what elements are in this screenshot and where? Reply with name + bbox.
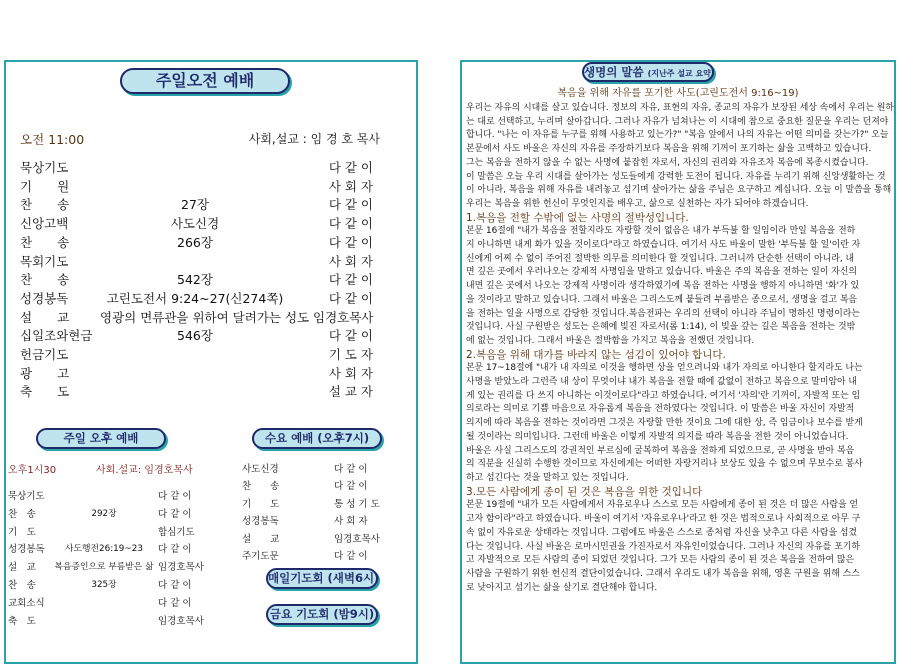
morning-order-detail: 고린도전서 9:24~27(신274쪽) xyxy=(106,290,284,306)
sermon-heading: 1.복음을 전할 수밖에 없는 사명의 절박성입니다. xyxy=(466,211,689,224)
morning-order-item: 신앙고백 xyxy=(20,216,69,232)
morning-order-item: 광 고 xyxy=(20,365,70,381)
afternoon-order-item: 기 도 xyxy=(8,526,36,538)
afternoon-order-item: 찬 송 xyxy=(8,580,36,591)
sermon-line: 될 것이라는 의미입니다. 그런데 바울은 이렇게 자발적 의지를 따라 복음을 전한 것이 아니었습니다. xyxy=(466,431,849,442)
wednesday-order-item: 사도신경 xyxy=(242,464,279,475)
morning-order-item: 찬 송 xyxy=(20,272,70,288)
morning-order-item: 십일조와현금 xyxy=(20,328,93,344)
morning-order-detail: 27장 xyxy=(181,197,209,213)
afternoon-service-title: 주일 오후 예배 xyxy=(36,428,166,449)
sermon-line: 본문에서 사도 바울은 자신의 자유를 주장하기보다 복음을 위해 기꺼이 포기하는 삶을 고백하고 있습니다. xyxy=(466,144,872,155)
afternoon-order-person: 임경호목사 xyxy=(158,615,204,627)
wednesday-order-person: 다 같 이 xyxy=(334,481,368,493)
sermon-line: 신에게 어찌 수 없이 주어진 절박한 의무를 의미한다 할 것입니다. 그러니까 단순한 선택이 아니라, 내 xyxy=(466,253,855,264)
dawn-prayer-title: 매일기도회 (새벽6시) xyxy=(266,568,378,589)
sermon-line: 에 없는 것입니다. 그래서 바울은 절박함을 가지고 복음을 전했던 것입니다. xyxy=(466,335,755,346)
sermon-line: 우리는 복음을 위한 헌신이 무엇인지를 배우고, 삶으로 실천하는 자가 되어야 하겠습니다. xyxy=(466,198,809,209)
afternoon-order-person: 합심기도 xyxy=(158,526,195,538)
sermon-line: 것입니다. 사실 구원받은 성도는 은혜에 빚진 자로서(롬 1:14), 이 빚을 갚는 길은 복음을 전하는 것밖 xyxy=(466,322,856,333)
morning-order-item: 설 교 xyxy=(20,309,70,325)
sermon-line: 다는 것입니다. 사실 바울은 로마시민권을 가진자로서 자유인이었습니다. 그러나 자신의 자유를 포기하 xyxy=(466,541,860,552)
afternoon-order-item: 묵상기도 xyxy=(8,491,45,502)
morning-service-title: 주일오전 예배 xyxy=(120,68,290,94)
afternoon-order-detail: 사도행전26:19~23 xyxy=(65,544,143,555)
sermon-line: 의로라는 의미로 기쁨 마음으로 자유롭게 복음을 전하였다는 것입니다. 이 말씀은 바울 자신이 자발적 xyxy=(466,404,855,415)
wednesday-service-title: 수요 예배 (오후7시) xyxy=(252,428,382,449)
morning-service-time: 오전 11:00 xyxy=(20,132,85,147)
morning-order-person: 다 같 이 xyxy=(328,197,373,213)
sermon-line: 게 있는 권리를 다 쓰지 아니하는 이것이로다"라고 하였습니다. 여기서 '자의'란 기꺼이, 자발적 또는 임 xyxy=(466,390,861,401)
sermon-line: 속 없이 자유로운 상태라는 것입니다. 그럼에도 바울은 스스로 종처럼 자신을 낮추고 다른 사람을 섬겼 xyxy=(466,527,857,538)
sermon-line: 로 낮아지고 섬기는 삶을 살기로 결단해야 합니다. xyxy=(466,582,658,593)
morning-order-detail: 542장 xyxy=(177,272,213,288)
sermon-line: 합니다. "나는 이 자유를 누구를 위해 사용하고 있는가?" "복음 앞에서 나의 자유는 어떤 의미를 갖는가?" 오늘 xyxy=(466,130,889,141)
sermon-line: 이 아니라, 복음을 위해 자유를 내려놓고 섬기며 살아가는 삶을 주님은 요구하고 계십니다. 오늘 이 말씀을 통해 xyxy=(466,185,892,196)
wednesday-order-item: 기 도 xyxy=(242,498,280,510)
sermon-line: 본문 16절에 "내가 복음을 전할지라도 자랑할 것이 없음은 내가 부득불 할 일임이라 만일 복음을 전하 xyxy=(466,226,856,237)
morning-order-person: 다 같 이 xyxy=(328,272,373,288)
afternoon-order-item: 성경봉독 xyxy=(8,544,45,556)
morning-order-person: 사 회 자 xyxy=(328,365,373,381)
morning-order-person: 다 같 이 xyxy=(328,328,373,344)
afternoon-order-person: 다 같 이 xyxy=(158,508,192,520)
morning-order-detail: 영광의 면류관을 위하여 달려가는 성도 xyxy=(100,309,310,325)
wednesday-order-item: 주기도문 xyxy=(242,551,279,562)
afternoon-order-detail: 복음증인으로 부름받은 삶 xyxy=(54,562,154,573)
morning-order-person: 다 같 이 xyxy=(328,216,373,232)
afternoon-order-item: 교회소식 xyxy=(8,597,45,609)
morning-order-person: 사 회 자 xyxy=(328,178,373,194)
sermon-line: 지 아니하면 내게 화가 있을 것이로다"라고 하였습니다. 여기서 사도 바울이 말한 '부득불 할 일'이란 자 xyxy=(466,240,861,251)
sermon-line: 을 것이라고 말하고 있습니다. 그래서 바울은 그리스도께 붙들려 부름받은 종으로서, 생명을 걸고 복음 xyxy=(466,294,857,305)
wednesday-order-person: 임경호목사 xyxy=(334,533,380,545)
afternoon-order-item: 설 교 xyxy=(8,562,36,574)
sermon-line: 내면 깊은 곳에서 나오는 강제적 사명이라 생각하였기에 복음 전하는 사명을 행하지 아니하면 '화'가 있 xyxy=(466,281,860,292)
sermon-line: 의지에 따라 복음을 전하는 것이라면 그것은 자랑할 만한 것이요 그에 대한 상, 즉 임금이나 보수를 받게 xyxy=(466,418,863,429)
wednesday-order-person: 다 같 이 xyxy=(334,464,368,475)
afternoon-order-person: 다 같 이 xyxy=(158,544,192,556)
friday-prayer-title: 금요 기도회 (밤9시) xyxy=(266,604,378,625)
wednesday-order-person: 사 회 자 xyxy=(334,516,368,528)
wednesday-order-item: 설 교 xyxy=(242,533,280,545)
afternoon-order-item: 축 도 xyxy=(8,615,36,627)
afternoon-service-leader: 사회.설교: 임경호목사 xyxy=(96,465,193,476)
sermon-line: 고 자발적으로 모든 사람의 종이 되었던 것입니다. 그가 모든 사람의 종이 된 것은 복음을 전하여 많은 xyxy=(466,555,855,566)
morning-order-item: 기 원 xyxy=(20,178,70,194)
wednesday-order-person: 다 같 이 xyxy=(334,551,368,562)
sermon-line: 는 대로 선택하고, 누리며 살아갑니다. 그러나 자유가 넘쳐나는 이 시대에 참으로 중요한 질문을 우리는 던져야 xyxy=(466,116,889,127)
afternoon-order-detail: 325장 xyxy=(91,580,117,590)
afternoon-order-person: 다 같 이 xyxy=(158,580,192,591)
morning-service-leader: 사회,설교 : 임 경 호 목사 xyxy=(248,132,380,146)
afternoon-order-person: 다 같 이 xyxy=(158,491,192,502)
morning-order-item: 성경봉독 xyxy=(20,290,69,306)
sermon-title: 생명의 말씀 (지난주 설교 요약) xyxy=(582,62,714,82)
sermon-line: 그는 복음을 전하지 않을 수 없는 사명에 붙잡힌 자로서, 자신의 권리와 자유조차 복음에 복종시켰습니다. xyxy=(466,157,869,168)
wednesday-order-item: 찬 송 xyxy=(242,481,280,493)
afternoon-order-item: 찬 송 xyxy=(8,508,36,520)
morning-order-person: 기 도 자 xyxy=(328,347,373,362)
morning-order-item: 목회기도 xyxy=(20,253,69,269)
wednesday-order-person: 통 성 기 도 xyxy=(334,498,380,510)
sermon-subtitle: 복음을 위해 자유를 포기한 사도(고린도전서 9:16~19) xyxy=(557,88,799,99)
sermon-line: 의 직분을 신실히 수행한 것이므로 자신에게는 어떠한 자랑거리나 보상도 있을 수 없으며 무보수로 봉사 xyxy=(466,459,863,470)
wednesday-order-item: 성경봉독 xyxy=(242,516,279,528)
morning-order-item: 헌금기도 xyxy=(20,347,69,362)
sermon-line: 하고 섬긴다는 것을 말하고 있는 것입니다. xyxy=(466,472,629,483)
sermon-line: 고자 함이라"라고 하였습니다. 바울이 여기서 '자유로우나'라고 한 것은 법적으로나 사회적으로 아무 구 xyxy=(466,514,861,525)
morning-order-person: 다 같 이 xyxy=(328,160,373,175)
afternoon-order-detail: 292장 xyxy=(91,508,117,519)
sermon-line: 사명을 받았노라 그런즉 내 상이 무엇이냐 내가 복음을 전할 때에 값없이 전하고 복음으로 말미암아 내 xyxy=(466,377,857,388)
sermon-line: 바울은 사실 그리스도의 강권적인 부르심에 굴복하여 복음을 전하게 되었으므로, 곧 사명을 받아 복음 xyxy=(466,445,855,456)
sermon-heading: 2.복음을 위해 대가를 바라지 않는 섬김이 있어야 합니다. xyxy=(466,348,726,361)
sermon-heading: 3.모든 사람에게 종이 된 것은 복음을 위한 것입니다 xyxy=(466,485,703,498)
morning-order-person: 임경호목사 xyxy=(313,309,374,325)
sermon-line: 면 깊은 곳에서 우러나오는 강제적 사명임을 말하고 있습니다. 바울은 주의 복음을 전하는 일이 자신의 xyxy=(466,267,857,278)
sermon-line: 본문 17~18절에 "내가 내 자의로 이것을 행하면 상을 얻으려니와 내가 자의로 아니한다 할지라도 나는 xyxy=(466,363,863,374)
afternoon-service-time: 오후1시30 xyxy=(8,465,57,476)
sermon-line: 본문 19절에 "내가 모든 사람에게서 자유로우나 스스로 모든 사람에게 종이 된 것은 더 많은 사람을 얻 xyxy=(466,500,859,511)
morning-order-person: 설 교 자 xyxy=(328,384,373,400)
morning-order-detail: 사도신경 xyxy=(170,216,220,232)
afternoon-order-person: 임경호목사 xyxy=(158,562,204,574)
morning-order-item: 묵상기도 xyxy=(20,160,69,175)
sermon-line: 우리는 자유의 시대를 살고 있습니다. 정보의 자유, 표현의 자유, 종교의 자유가 보장된 세상 속에서 우리는 원하 xyxy=(466,103,894,113)
afternoon-order-person: 다 같 이 xyxy=(158,597,192,609)
morning-order-item: 찬 송 xyxy=(20,197,70,213)
morning-order-item: 찬 송 xyxy=(20,234,70,250)
morning-order-person: 사 회 자 xyxy=(328,253,373,269)
morning-order-detail: 546장 xyxy=(177,328,213,344)
sermon-line: 이 말씀은 오늘 우리 시대를 살아가는 성도들에게 강력한 도전이 됩니다. 자유를 누리기 위해 신앙생활하는 것 xyxy=(466,171,886,182)
morning-order-item: 축 도 xyxy=(20,384,70,400)
sermon-line: 사람을 구원하기 위한 헌신적 결단이었습니다. 그래서 우리도 내가 복음을 위해, 영혼 구원을 위해 스스 xyxy=(466,568,860,579)
sermon-body xyxy=(466,102,894,595)
morning-order-person: 다 같 이 xyxy=(328,290,373,306)
morning-order-detail: 266장 xyxy=(177,234,213,250)
sermon-line: 을 전하는 일을 사명으로 감당한 것입니다.복음전파는 우리의 선택이 아니라 주님이 명하신 명령이라는 xyxy=(466,308,860,319)
morning-order-person: 다 같 이 xyxy=(328,234,373,250)
